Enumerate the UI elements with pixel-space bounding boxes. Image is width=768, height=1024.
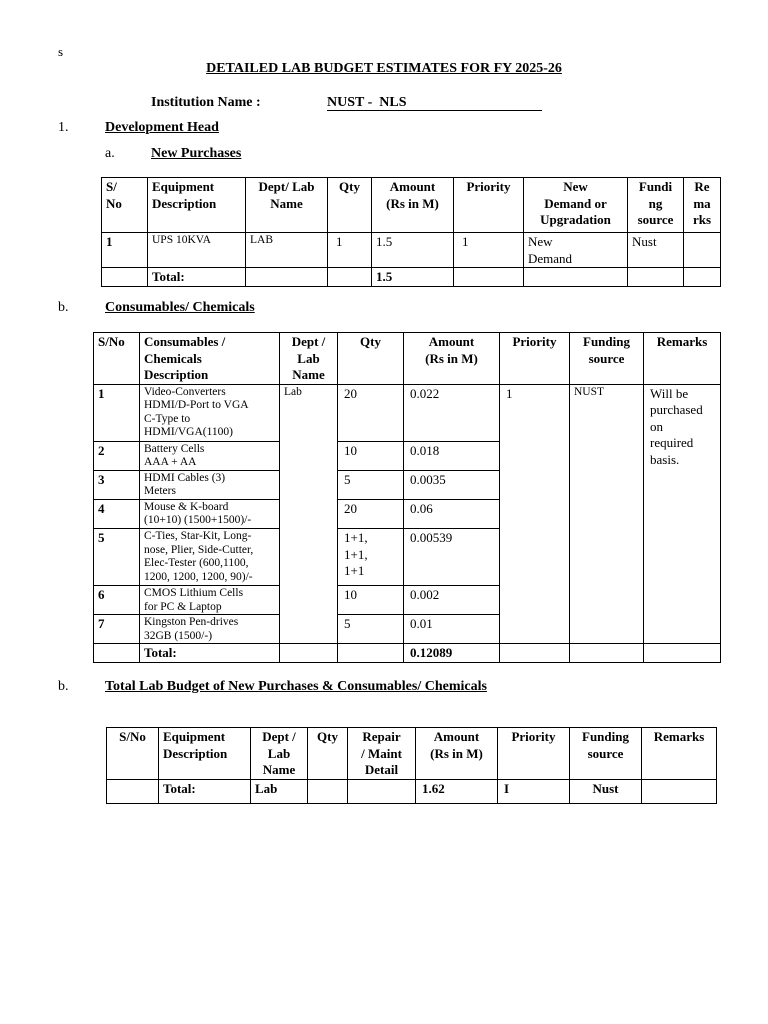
cell-amount: 0.06 <box>404 499 500 528</box>
col-header-priority: Priority <box>454 178 524 233</box>
col-header-dept: Dept / Lab Name <box>280 333 338 385</box>
cell-empty <box>642 779 717 803</box>
consumables-table <box>93 332 721 663</box>
total-funding: Nust <box>570 779 642 803</box>
subsection-number: b. <box>58 679 69 694</box>
cell-amount: 1.5 <box>372 233 454 268</box>
total-amount: 1.62 <box>416 779 498 803</box>
cell-qty: 5 <box>338 470 404 499</box>
section-number: 1. <box>58 120 69 135</box>
table-row <box>94 384 721 441</box>
cell-empty <box>524 268 628 287</box>
cell-empty <box>348 779 416 803</box>
cell-sno: 3 <box>94 470 140 499</box>
cell-funding: NUST <box>570 384 644 644</box>
cell-description: Battery Cells AAA + AA <box>140 441 280 470</box>
cell-priority: 1 <box>454 233 524 268</box>
cell-empty <box>94 644 140 663</box>
col-header-sno: S/No <box>107 728 159 780</box>
cell-remarks <box>684 233 721 268</box>
cell-empty <box>246 268 328 287</box>
col-header-description: Equipment Description <box>159 728 251 780</box>
total-amount: 1.5 <box>372 268 454 287</box>
subsection-title-new-purchases: New Purchases <box>151 146 242 161</box>
cell-description: Mouse & K-board (10+10) (1500+1500)/- <box>140 499 280 528</box>
cell-description: CMOS Lithium Cells for PC & Laptop <box>140 586 280 615</box>
col-header-amount: Amount (Rs in M) <box>416 728 498 780</box>
new-purchases-table <box>101 177 721 287</box>
subsection-title-total-budget: Total Lab Budget of New Purchases & Consumables/ Chemicals <box>105 679 487 694</box>
document-title: DETAILED LAB BUDGET ESTIMATES FOR FY 2025-26 <box>206 61 562 76</box>
page-marker: s <box>58 44 64 59</box>
subsection-number: a. <box>105 146 115 161</box>
cell-dept: LAB <box>246 233 328 268</box>
col-header-remarks: Re ma rks <box>684 178 721 233</box>
cell-sno: 7 <box>94 615 140 644</box>
cell-demand: New Demand <box>524 233 628 268</box>
cell-sno: 4 <box>94 499 140 528</box>
cell-amount: 0.0035 <box>404 470 500 499</box>
institution-label: Institution Name : <box>151 95 261 110</box>
total-dept: Lab <box>251 779 308 803</box>
table-total-row <box>102 268 721 287</box>
cell-qty: 20 <box>338 499 404 528</box>
col-header-qty: Qty <box>328 178 372 233</box>
col-header-priority: Priority <box>500 333 570 385</box>
cell-empty <box>500 644 570 663</box>
institution-value: NUST - NLS <box>327 95 542 111</box>
table-total-row <box>94 644 721 663</box>
table-header-row <box>107 728 717 780</box>
cell-empty <box>338 644 404 663</box>
cell-remarks: Will be purchased on required basis. <box>644 384 721 644</box>
cell-amount: 0.00539 <box>404 529 500 586</box>
cell-description: Kingston Pen-drives 32GB (1500/-) <box>140 615 280 644</box>
cell-amount: 0.018 <box>404 441 500 470</box>
cell-qty: 5 <box>338 615 404 644</box>
cell-sno: 2 <box>94 441 140 470</box>
cell-qty: 10 <box>338 441 404 470</box>
cell-amount: 0.01 <box>404 615 500 644</box>
cell-amount: 0.002 <box>404 586 500 615</box>
cell-sno: 1 <box>102 233 148 268</box>
cell-description: Video-Converters HDMI/D-Port to VGA C-Type to HDMI/VGA(1100) <box>140 384 280 441</box>
col-header-amount: Amount (Rs in M) <box>372 178 454 233</box>
total-priority: I <box>498 779 570 803</box>
cell-funding: Nust <box>628 233 684 268</box>
cell-qty: 10 <box>338 586 404 615</box>
cell-empty <box>328 268 372 287</box>
col-header-description: Consumables / Chemicals Description <box>140 333 280 385</box>
cell-empty <box>570 644 644 663</box>
table-total-row <box>107 779 717 803</box>
col-header-funding: Funding source <box>570 333 644 385</box>
col-header-repair: Repair / Maint Detail <box>348 728 416 780</box>
cell-sno: 6 <box>94 586 140 615</box>
total-label: Total: <box>159 779 251 803</box>
col-header-remarks: Remarks <box>642 728 717 780</box>
table-row <box>102 233 721 268</box>
cell-amount: 0.022 <box>404 384 500 441</box>
col-header-funding: Funding source <box>570 728 642 780</box>
table-header-row <box>102 178 721 233</box>
cell-description: C-Ties, Star-Kit, Long- nose, Plier, Side-Cutter, Elec-Tester (600,1100, 1200, 1200, 1200, 90)/- <box>140 529 280 586</box>
cell-empty <box>308 779 348 803</box>
cell-priority: 1 <box>500 384 570 644</box>
total-label: Total: <box>140 644 280 663</box>
col-header-description: Equipment Description <box>148 178 246 233</box>
cell-empty <box>628 268 684 287</box>
col-header-dept: Dept/ Lab Name <box>246 178 328 233</box>
cell-empty <box>280 644 338 663</box>
cell-sno: 1 <box>94 384 140 441</box>
col-header-dept: Dept / Lab Name <box>251 728 308 780</box>
cell-qty: 1+1, 1+1, 1+1 <box>338 529 404 586</box>
cell-empty <box>102 268 148 287</box>
cell-dept: Lab <box>280 384 338 644</box>
total-budget-table <box>106 727 717 804</box>
col-header-funding: Fundi ng source <box>628 178 684 233</box>
cell-description: HDMI Cables (3) Meters <box>140 470 280 499</box>
cell-empty <box>644 644 721 663</box>
cell-description: UPS 10KVA <box>148 233 246 268</box>
cell-empty <box>454 268 524 287</box>
col-header-amount: Amount (Rs in M) <box>404 333 500 385</box>
cell-sno: 5 <box>94 529 140 586</box>
col-header-qty: Qty <box>338 333 404 385</box>
cell-qty: 1 <box>328 233 372 268</box>
col-header-qty: Qty <box>308 728 348 780</box>
total-amount: 0.12089 <box>404 644 500 663</box>
cell-empty <box>684 268 721 287</box>
subsection-number: b. <box>58 300 69 315</box>
total-label: Total: <box>148 268 246 287</box>
cell-empty <box>107 779 159 803</box>
cell-qty: 20 <box>338 384 404 441</box>
col-header-priority: Priority <box>498 728 570 780</box>
col-header-demand: New Demand or Upgradation <box>524 178 628 233</box>
col-header-remarks: Remarks <box>644 333 721 385</box>
col-header-sno: S/No <box>94 333 140 385</box>
table-header-row <box>94 333 721 385</box>
col-header-sno: S/ No <box>102 178 148 233</box>
section-title-development: Development Head <box>105 120 219 135</box>
subsection-title-consumables: Consumables/ Chemicals <box>105 300 255 315</box>
